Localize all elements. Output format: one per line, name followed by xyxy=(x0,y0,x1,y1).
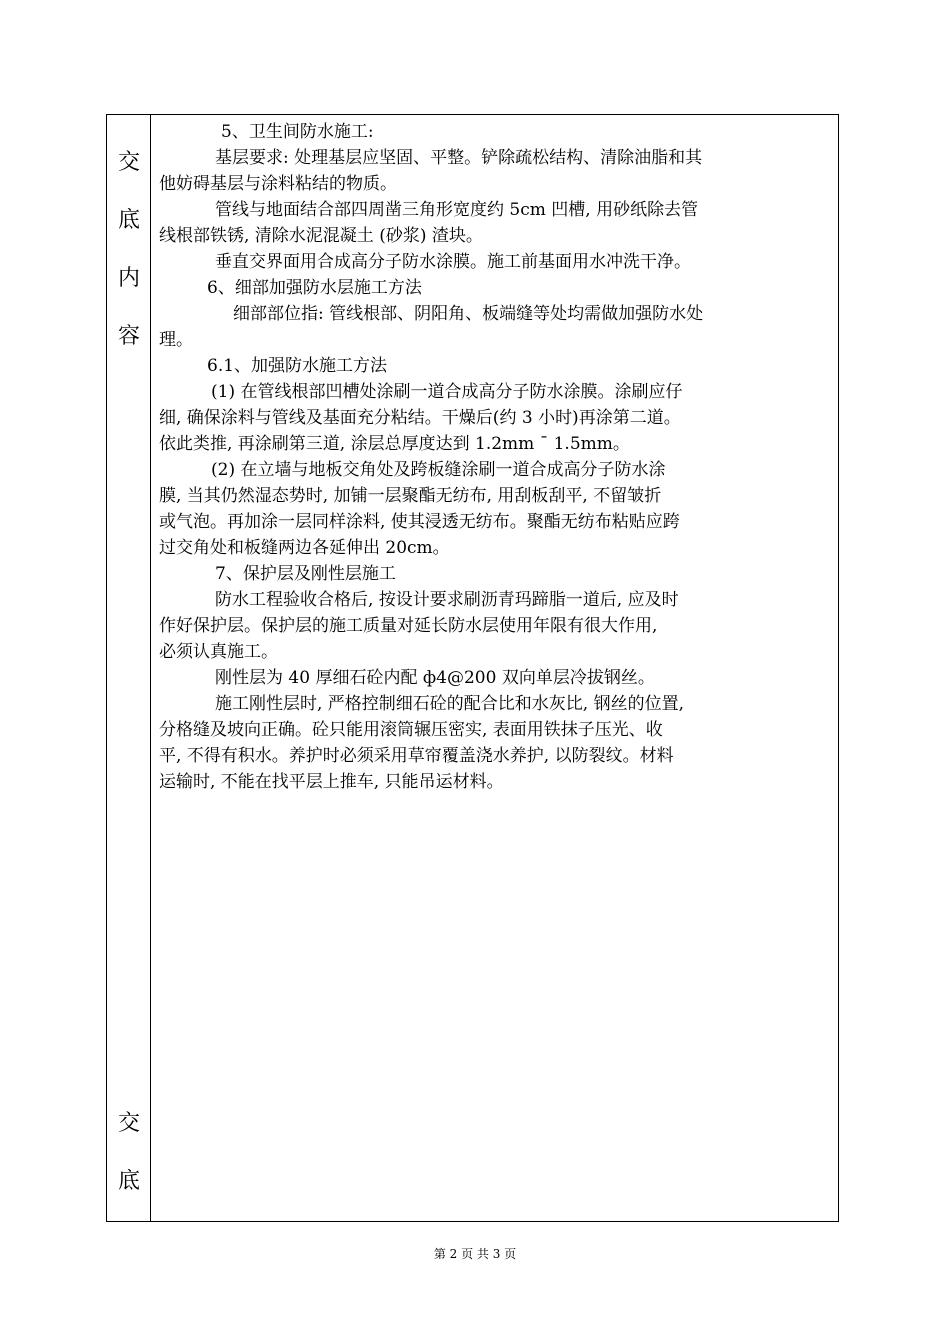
content-line: (1) 在管线根部凹槽处涂刷一道合成高分子防水涂膜。涂刷应仔 xyxy=(211,382,683,402)
content-line: 细部部位指: 管线根部、阴阳角、板端缝等处均需做加强防水处 xyxy=(233,304,704,324)
content-line: 分格缝及坡向正确。砼只能用滚筒辗压密实, 表面用铁抹子压光、收 xyxy=(159,720,663,740)
content-line: 理。 xyxy=(159,330,193,350)
content-line: 管线与地面结合部四周凿三角形宽度约 5cm 凹槽, 用砂纸除去管 xyxy=(215,200,699,220)
page-footer: 第 2 页 共 3 页 xyxy=(433,1247,517,1261)
content-line: 作好保护层。保护层的施工质量对延长防水层使用年限有很大作用, xyxy=(159,616,658,636)
content-line: 膜, 当其仍然湿态势时, 加铺一层聚酯无纺布, 用刮板刮平, 不留皱折 xyxy=(159,486,662,506)
side-label-char: 容 xyxy=(117,324,140,349)
disclosure-content xyxy=(159,119,835,795)
side-label-char: 底 xyxy=(117,1169,140,1194)
content-line: 细, 确保涂料与管线及基面充分粘结。干燥后(约 3 小时)再涂第二道。 xyxy=(159,408,681,428)
section-heading: 6、细部加强防水层施工方法 xyxy=(207,278,422,298)
section-heading: 7、保护层及刚性层施工 xyxy=(215,564,396,584)
side-label-char: 内 xyxy=(117,266,140,291)
section-heading: 6.1、加强防水施工方法 xyxy=(207,356,388,376)
content-line: 刚性层为 40 厚细石砼内配 ф4@200 双向单层冷拔钢丝。 xyxy=(215,668,655,688)
content-line: 线根部铁锈, 清除水泥混凝土 (砂浆) 渣块。 xyxy=(159,226,483,246)
content-line: 基层要求: 处理基层应坚固、平整。铲除疏松结构、清除油脂和其 xyxy=(215,148,703,168)
content-line: 他妨碍基层与涂料粘结的物质。 xyxy=(159,174,397,194)
content-line: 或气泡。再加涂一层同样涂料, 使其浸透无纺布。聚酯无纺布粘贴应跨 xyxy=(159,512,680,532)
content-line: 施工刚性层时, 严格控制细石砼的配合比和水灰比, 钢丝的位置, xyxy=(215,694,685,714)
content-line: 垂直交界面用合成高分子防水涂膜。施工前基面用水冲洗干净。 xyxy=(215,252,691,272)
disclosure-table xyxy=(106,114,839,1222)
side-label-char: 底 xyxy=(117,208,140,233)
content-line: 过交角处和板缝两边各延伸出 20cm。 xyxy=(159,538,450,558)
content-line: (2) 在立墙与地板交角处及跨板缝涂刷一道合成高分子防水涂 xyxy=(211,460,666,480)
content-line: 防水工程验收合格后, 按设计要求刷沥青玛蹄脂一道后, 应及时 xyxy=(215,590,679,610)
section-heading: 5、卫生间防水施工: xyxy=(221,122,374,142)
side-label-char: 交 xyxy=(117,1111,140,1136)
content-line: 必须认真施工。 xyxy=(159,642,278,662)
content-line: 依此类推, 再涂刷第三道, 涂层总厚度达到 1.2mm ¯ 1.5mm。 xyxy=(159,434,630,454)
content-line: 平, 不得有积水。养护时必须采用草帘覆盖浇水养护, 以防裂纹。材料 xyxy=(159,746,674,766)
side-label-column xyxy=(107,115,151,1221)
side-label-char: 交 xyxy=(117,150,140,175)
content-line: 运输时, 不能在找平层上推车, 只能吊运材料。 xyxy=(159,772,504,792)
